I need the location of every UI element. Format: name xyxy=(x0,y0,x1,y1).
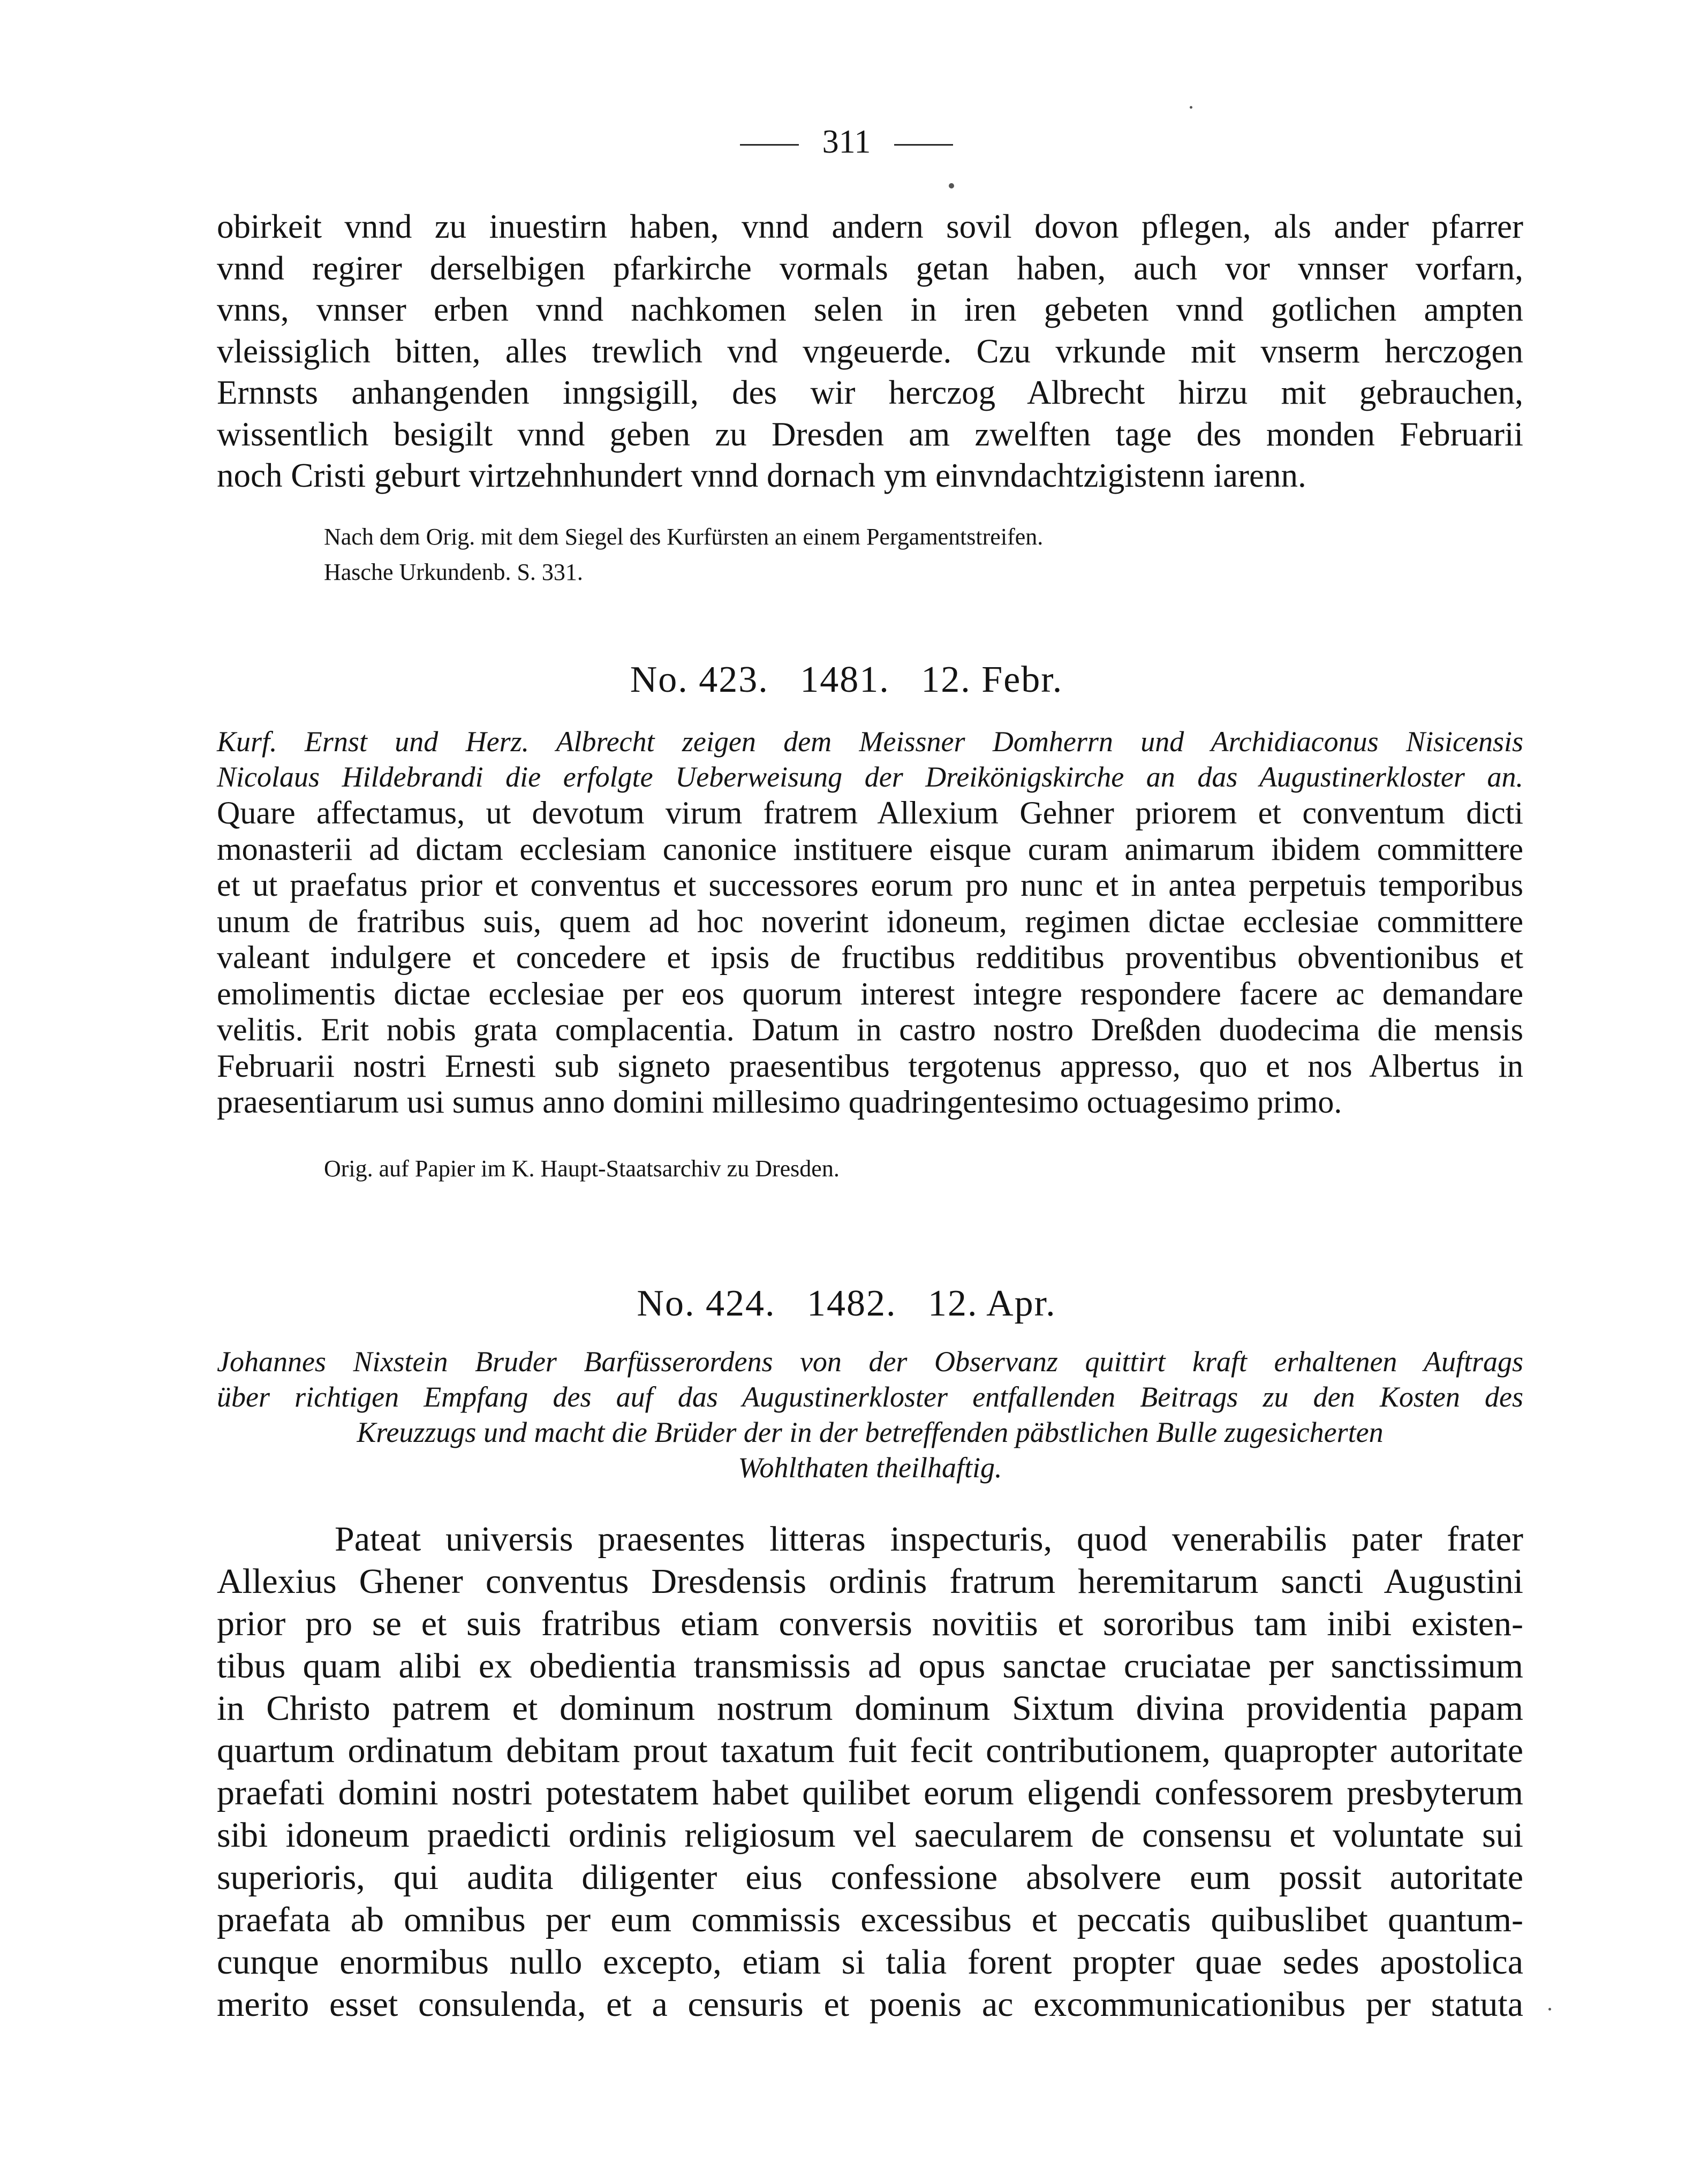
summary-line: Wohlthaten theilhaftig. xyxy=(738,1452,1002,1484)
summary-line: Kurf. Ernst und Herz. Albrecht zeigen dem Meissner Domherrn und Archidiaconus Nisicensis xyxy=(217,726,1523,758)
text-line: Februarii nostri Ernesti sub signeto praesentibus tergotenus appresso, quo et nos Albertus in xyxy=(217,1048,1523,1084)
source-note: Hasche Urkundenb. S. 331. xyxy=(324,559,583,585)
text-line: Pateat universis praesentes litteras inspecturis, quod venerabilis pater frater xyxy=(335,1520,1523,1559)
continuation-notes xyxy=(217,519,1523,590)
doc-423-text xyxy=(217,795,1523,1121)
summary-text-centered xyxy=(217,1415,1523,1485)
text-line: quartum ordinatum debitam prout taxatum fuit fecit contributionem, quapropter autoritate xyxy=(217,1731,1523,1770)
text-line: Ernnsts anhangenden inngsigill, des wir herczog Albrecht hirzu mit gebrauchen, xyxy=(217,374,1523,411)
page-number: 311 xyxy=(822,124,871,160)
doc-424-body xyxy=(217,1518,1523,2026)
text-line: sibi idoneum praedicti ordinis religiosum vel saecularem de consensu et voluntate sui xyxy=(217,1816,1523,1855)
doc-423-note xyxy=(217,1151,1523,1187)
text-line: Quare affectamus, ut devotum virum fratrem Allexium Gehner priorem et conventum dicti xyxy=(217,795,1523,830)
text-line: velitis. Erit nobis grata complacentia. Datum in castro nostro Dreßden duodecima die mensis xyxy=(217,1012,1523,1047)
text-line: obirkeit vnnd zu inuestirn haben, vnnd andern sovil dovon pflegen, als ander pfarrer xyxy=(217,208,1523,245)
text-line: valeant indulgere et concedere et ipsis de fructibus redditibus proventibus obventionibus et xyxy=(217,940,1523,975)
text-line: superioris, qui audita diligenter eius confessione absolvere eum possit autoritate xyxy=(217,1858,1523,1897)
doc-423-body xyxy=(217,795,1523,1121)
text-line: vnns, vnnser erben vnnd nachkomen selen in iren gebeten vnnd gotlichen ampten xyxy=(217,291,1523,328)
text-line: vnnd regirer derselbigen pfarkirche vormals getan haben, auch vor vnnser vorfarn, xyxy=(217,249,1523,287)
text-line: tibus quam alibi ex obedientia transmissis ad opus sanctae cruciatae per sanctissimum xyxy=(217,1646,1523,1686)
text-line: praefata ab omnibus per eum commissis excessibus et peccatis quibuslibet quantum- xyxy=(217,1900,1523,1939)
text-line: praesentiarum usi sumus anno domini millesimo quadringentesimo octuagesimo primo. xyxy=(217,1084,1342,1120)
continuation-section xyxy=(217,206,1523,497)
text-line: vleissiglich bitten, alles trewlich vnd vngeuerde. Czu vrkunde mit vnserm herczogen xyxy=(217,332,1523,370)
text-line: monasterii ad dictam ecclesiam canonice instituere eisque curam animarum ibidem committere xyxy=(217,831,1523,867)
summary-text xyxy=(217,724,1523,795)
text-line: praefati domini nostri potestatem habet quilibet eorum eligendi confessorem presbyterum xyxy=(217,1773,1523,1812)
page-header xyxy=(0,120,1693,163)
summary-line: Kreuzzugs und macht die Brüder der in der betreffenden päbstlichen Bulle zugesicherten xyxy=(357,1416,1384,1448)
text-line: emolimentis dictae ecclesiae per eos quorum interest integre respondere facere ac demandare xyxy=(217,976,1523,1011)
text-line: et ut praefatus prior et conventus et successores eorum pro nunc et in antea perpetuis temporibus xyxy=(217,867,1523,903)
header-rule-left xyxy=(740,144,799,146)
header-rule-right xyxy=(894,144,953,146)
doc-423-heading: No. 423. 1481. 12. Febr. xyxy=(630,659,1063,700)
scan-speck xyxy=(1190,106,1192,109)
text-line: cunque enormibus nullo excepto, etiam si talia forent propter quae sedes apostolica xyxy=(217,1943,1523,1982)
doc-424-text xyxy=(217,1518,1523,2026)
summary-line: über richtigen Empfang des auf das Augustinerkloster entfallenden Beitrags zu den Kosten des xyxy=(217,1381,1523,1413)
doc-424-heading: No. 424. 1482. 12. Apr. xyxy=(637,1283,1056,1324)
doc-424-summary xyxy=(217,1344,1523,1485)
text-line: prior pro se et suis fratribus etiam conversis novitiis et sororibus tam inibi existen- xyxy=(217,1604,1523,1643)
summary-text xyxy=(217,1344,1523,1415)
text-line: unum de fratribus suis, quem ad hoc noverint idoneum, regimen dictae ecclesiae committere xyxy=(217,903,1523,939)
doc-423-summary xyxy=(217,724,1523,795)
continuation-text xyxy=(217,206,1523,497)
text-line: noch Cristi geburt virtzehnhundert vnnd dornach ym einvndachtzigistenn iarenn. xyxy=(217,457,1306,494)
scan-speck xyxy=(949,183,954,188)
scan-speck xyxy=(1548,2008,1551,2011)
text-line: Allexius Ghener conventus Dresdensis ordinis fratrum heremitarum sancti Augustini xyxy=(217,1562,1523,1601)
text-line: in Christo patrem et dominum nostrum dominum Sixtum divina providentia papam xyxy=(217,1689,1523,1728)
text-line: wissentlich besigilt vnnd geben zu Dresden am zwelften tage des monden Februarii xyxy=(217,415,1523,453)
source-note: Orig. auf Papier im K. Haupt-Staatsarchiv zu Dresden. xyxy=(324,1155,840,1182)
summary-line: Nicolaus Hildebrandi die erfolgte Ueberweisung der Dreikönigskirche an das Augustinerkloster an. xyxy=(217,761,1523,793)
text-line: merito esset consulenda, et a censuris et poenis ac excommunicationibus per statuta xyxy=(217,1985,1523,2024)
source-note: Nach dem Orig. mit dem Siegel des Kurfürsten an einem Pergamentstreifen. xyxy=(324,524,1044,550)
summary-line: Johannes Nixstein Bruder Barfüsserordens von der Observanz quittirt kraft erhaltenen Auftrags xyxy=(217,1346,1523,1378)
